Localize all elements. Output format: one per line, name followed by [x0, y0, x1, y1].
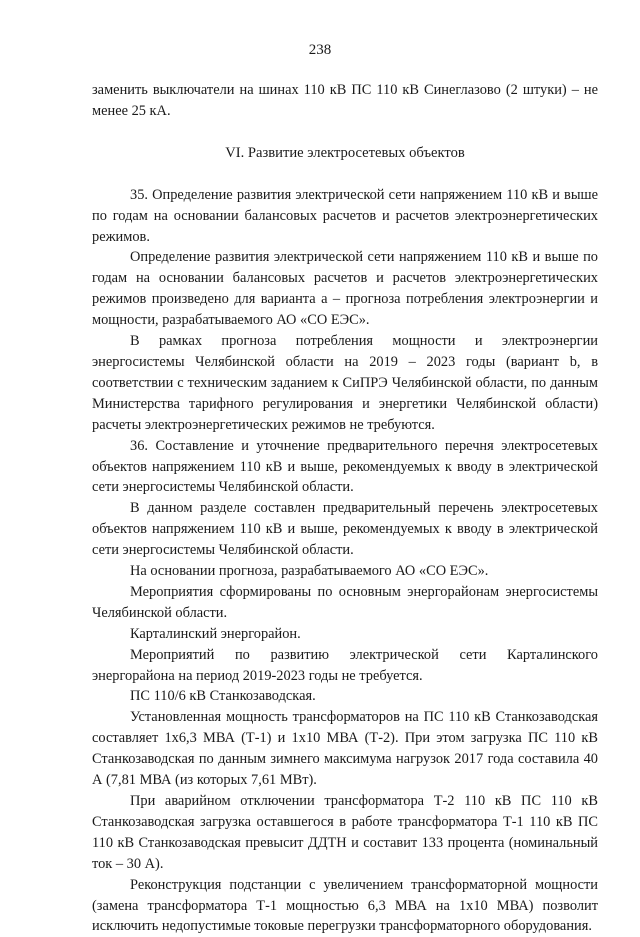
- paragraph: Реконструкция подстанции с увеличением трансформаторной мощности (замена трансформатора Т-1 мощностью 6,3 МВА на 1х10 МВА) позволит исключить недопустимые токовые перегрузки трансформаторного оборудования.: [92, 876, 598, 935]
- paragraph: Карталинский энергорайон.: [130, 625, 301, 642]
- paragraph: 35. Определение развития электрической сети напряжением 110 кВ и выше по годам на основании балансовых расчетов и расчетов электроэнергетических режимов.: [92, 186, 598, 245]
- paragraph-continuation: заменить выключатели на шинах 110 кВ ПС 110 кВ Синеглазово (2 штуки) – не менее 25 кА.: [92, 82, 598, 119]
- page-body: [92, 80, 598, 937]
- paragraph: Установленная мощность трансформаторов на ПС 110 кВ Станкозаводская составляет 1х6,3 МВА (Т-1) и 1х10 МВА (Т-2). При этом загрузка ПС 110 кВ Станкозаводская по данным зимнего максимума нагрузок 2017 года составила 40 А (7,81 МВА (из которых 7,61 МВт).: [92, 709, 598, 789]
- paragraph: 36. Составление и уточнение предварительного перечня электросетевых объектов напряжением 110 кВ и выше, рекомендуемых к вводу в электрической сети энергосистемы Челябинской области.: [92, 437, 598, 496]
- paragraph: В данном разделе составлен предварительный перечень электросетевых объектов напряжением 110 кВ и выше, рекомендуемых к вводу в электрической сети энергосистемы Челябинской области.: [92, 500, 598, 559]
- paragraph: При аварийном отключении трансформатора Т-2 110 кВ ПС 110 кВ Станкозаводская загрузка оставшегося в работе трансформатора Т-1 110 кВ ПС 110 кВ Станкозаводская превысит ДДТН и составит 133 процента (номинальный ток – 30 А).: [92, 793, 598, 872]
- paragraph: В рамках прогноза потребления мощности и электроэнергии энергосистемы Челябинской области на 2019 – 2023 годы (вариант b, в соответствии с техническим заданием к СиПРЭ Челябинской области, по данным Министерства тарифного регулирования и энергетики Челябинской области) расчеты электроэнергетических режимов не требуются.: [92, 333, 598, 433]
- paragraph: На основании прогноза, разрабатываемого АО «СО ЕЭС».: [130, 563, 489, 580]
- paragraph: ПС 110/6 кВ Станкозаводская.: [130, 688, 316, 705]
- paragraph: Мероприятия сформированы по основным энергорайонам энергосистемы Челябинской области.: [92, 583, 598, 621]
- section-heading: VI. Развитие электросетевых объектов: [225, 144, 465, 161]
- paragraph: Определение развития электрической сети напряжением 110 кВ и выше по годам на основании балансовых расчетов и расчетов электроэнергетических режимов произведено для варианта а – прогноза потребления электроэнергии и мощности, разрабатываемого АО «СО ЕЭС».: [92, 249, 598, 329]
- page-number: 238: [308, 42, 332, 58]
- paragraph: Мероприятий по развитию электрической сети Карталинского энергорайона на период 2019-2023 годы не требуется.: [92, 646, 598, 684]
